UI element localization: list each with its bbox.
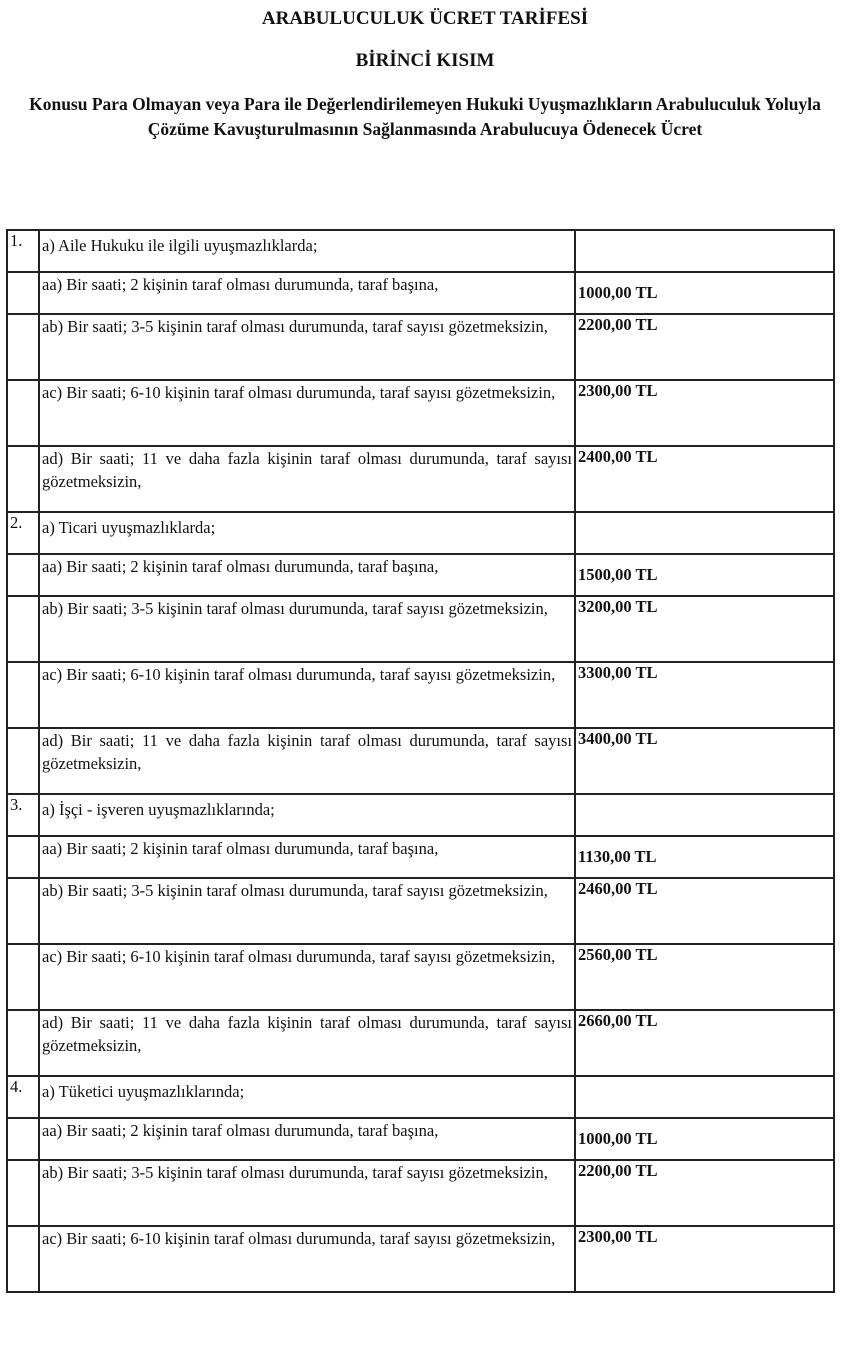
fee-row-number-empty: [7, 662, 39, 728]
fee-row-number-empty: [7, 1160, 39, 1226]
fee-row: [7, 314, 834, 380]
fee-amount: 1500,00 TL: [575, 554, 834, 596]
fee-row: [7, 272, 834, 314]
fee-description: ac) Bir saati; 6-10 kişinin taraf olması durumunda, taraf sayısı gözetmeksizin,: [39, 662, 575, 728]
fee-amount: 2300,00 TL: [575, 380, 834, 446]
fee-row-number-empty: [7, 944, 39, 1010]
fee-description: ab) Bir saati; 3-5 kişinin taraf olması durumunda, taraf sayısı gözetmeksizin,: [39, 1160, 575, 1226]
fee-row-number-empty: [7, 728, 39, 794]
category-number: 2.: [7, 512, 39, 554]
fee-description: aa) Bir saati; 2 kişinin taraf olması durumunda, taraf başına,: [39, 554, 575, 596]
fee-row: [7, 446, 834, 512]
category-number: 3.: [7, 794, 39, 836]
fee-description: aa) Bir saati; 2 kişinin taraf olması durumunda, taraf başına,: [39, 836, 575, 878]
fee-row-number-empty: [7, 1226, 39, 1292]
fee-row-number-empty: [7, 314, 39, 380]
fee-amount: 1000,00 TL: [575, 272, 834, 314]
fee-row: [7, 1226, 834, 1292]
fee-amount: 2200,00 TL: [575, 314, 834, 380]
category-row: [7, 1076, 834, 1118]
fee-row: [7, 1160, 834, 1226]
category-fee-empty: [575, 512, 834, 554]
fee-row-number-empty: [7, 836, 39, 878]
category-label: a) Tüketici uyuşmazlıklarında;: [39, 1076, 575, 1118]
fee-description: ac) Bir saati; 6-10 kişinin taraf olması durumunda, taraf sayısı gözetmeksizin,: [39, 380, 575, 446]
fee-row-number-empty: [7, 272, 39, 314]
fee-row-number-empty: [7, 446, 39, 512]
fee-row: [7, 728, 834, 794]
fee-amount: 2660,00 TL: [575, 1010, 834, 1076]
fee-description: aa) Bir saati; 2 kişinin taraf olması durumunda, taraf başına,: [39, 1118, 575, 1160]
fee-description: ad) Bir saati; 11 ve daha fazla kişinin taraf olması durumunda, taraf sayısı gözetmeksizin,: [39, 446, 575, 512]
category-row: [7, 512, 834, 554]
fee-row: [7, 1118, 834, 1160]
fee-description: ab) Bir saati; 3-5 kişinin taraf olması durumunda, taraf sayısı gözetmeksizin,: [39, 596, 575, 662]
fee-row-number-empty: [7, 1010, 39, 1076]
fee-description: aa) Bir saati; 2 kişinin taraf olması durumunda, taraf başına,: [39, 272, 575, 314]
fee-row: [7, 944, 834, 1010]
fee-amount: 1130,00 TL: [575, 836, 834, 878]
category-fee-empty: [575, 230, 834, 272]
category-fee-empty: [575, 1076, 834, 1118]
category-label: a) Ticari uyuşmazlıklarda;: [39, 512, 575, 554]
document-subtitle: Konusu Para Olmayan veya Para ile Değerlendirilemeyen Hukuki Uyuşmazlıkların Arabuluculuk Yoluyla Çözüme Kavuşturulmasının Sağlanmasında Arabulucuya Ödenecek Ücret: [29, 94, 821, 139]
category-number: 4.: [7, 1076, 39, 1118]
document-title: ARABULUCULUK ÜCRET TARİFESİ: [261, 8, 589, 29]
category-label: a) Aile Hukuku ile ilgili uyuşmazlıklarda;: [39, 230, 575, 272]
category-fee-empty: [575, 794, 834, 836]
fee-description: ac) Bir saati; 6-10 kişinin taraf olması durumunda, taraf sayısı gözetmeksizin,: [39, 944, 575, 1010]
fee-row: [7, 836, 834, 878]
category-number: 1.: [7, 230, 39, 272]
fee-row-number-empty: [7, 596, 39, 662]
fee-description: ad) Bir saati; 11 ve daha fazla kişinin taraf olması durumunda, taraf sayısı gözetmeksizin,: [39, 728, 575, 794]
fee-amount: 3400,00 TL: [575, 728, 834, 794]
fee-row-number-empty: [7, 1118, 39, 1160]
category-row: [7, 794, 834, 836]
fee-row: [7, 662, 834, 728]
fee-amount: 3200,00 TL: [575, 596, 834, 662]
fee-description: ab) Bir saati; 3-5 kişinin taraf olması durumunda, taraf sayısı gözetmeksizin,: [39, 878, 575, 944]
fee-amount: 3300,00 TL: [575, 662, 834, 728]
fee-amount: 1000,00 TL: [575, 1118, 834, 1160]
fee-amount: 2300,00 TL: [575, 1226, 834, 1292]
fee-row: [7, 1010, 834, 1076]
fee-amount: 2560,00 TL: [575, 944, 834, 1010]
fee-amount: 2400,00 TL: [575, 446, 834, 512]
tariff-table-body: [7, 230, 834, 1292]
fee-amount: 2460,00 TL: [575, 878, 834, 944]
category-row: [7, 230, 834, 272]
fee-row: [7, 596, 834, 662]
section-title: BİRİNCİ KISIM: [355, 50, 495, 71]
fee-row: [7, 554, 834, 596]
fee-description: ab) Bir saati; 3-5 kişinin taraf olması durumunda, taraf sayısı gözetmeksizin,: [39, 314, 575, 380]
fee-amount: 2200,00 TL: [575, 1160, 834, 1226]
fee-row-number-empty: [7, 380, 39, 446]
fee-description: ad) Bir saati; 11 ve daha fazla kişinin taraf olması durumunda, taraf sayısı gözetmeksizin,: [39, 1010, 575, 1076]
tariff-table: [6, 229, 835, 1293]
fee-row-number-empty: [7, 554, 39, 596]
fee-row: [7, 878, 834, 944]
category-label: a) İşçi - işveren uyuşmazlıklarında;: [39, 794, 575, 836]
fee-row: [7, 380, 834, 446]
fee-row-number-empty: [7, 878, 39, 944]
fee-description: ac) Bir saati; 6-10 kişinin taraf olması durumunda, taraf sayısı gözetmeksizin,: [39, 1226, 575, 1292]
